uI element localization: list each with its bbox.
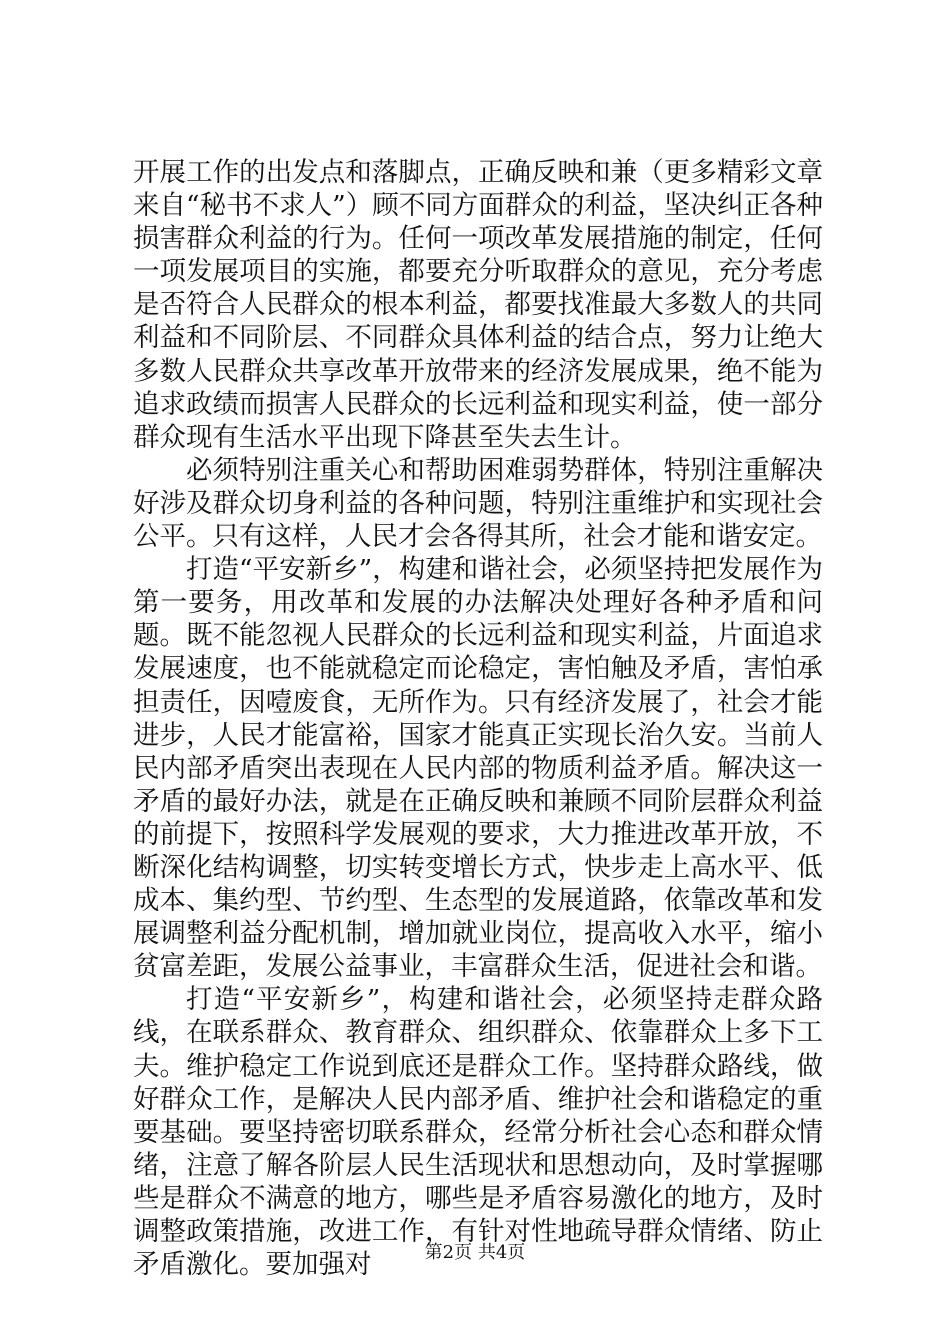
paragraph-2: 必须特别注重关心和帮助困难弱势群体，特别注重解决好涉及群众切身利益的各种问题，特别注重维护和实现社会公平。只有这样，人民才会各得其所，社会才能和谐安定。 — [133, 454, 823, 553]
paragraph-1: 开展工作的出发点和落脚点，正确反映和兼（更多精彩文章来自“秘书不求人”）顾不同方面群众的利益，坚决纠正各种损害群众利益的行为。任何一项改革发展措施的制定，任何一项发展项目的实施，都要充分听取群众的意见，充分考虑是否符合人民群众的根本利益，都要找准最大多数人的共同利益和不同阶层、不同群众具体利益的结合点，努力让绝大多数人民群众共享改革开放带来的经济发展成果，绝不能为追求政绩而损害人民群众的长远利益和现实利益，使一部分群众现有生活水平出现下降甚至失去生计。 — [133, 157, 823, 453]
document-body — [133, 156, 823, 1281]
paragraph-4: 打造“平安新乡”，构建和谐社会，必须坚持走群众路线，在联系群众、教育群众、组织群众、依靠群众上多下工夫。维护稳定工作说到底还是群众工作。坚持群众路线，做好群众工作，是解决人民内部矛盾、维护社会和谐稳定的重要基础。要坚持密切联系群众，经常分析社会心态和群众情绪，注意了解各阶层人民生活现状和思想动向，及时掌握哪些是群众不满意的地方，哪些是矛盾容易激化的地方，及时调整政策措施，改进工作，有针对性地疏导群众情绪、防止矛盾激化。要加强对 — [133, 984, 823, 1281]
paragraph-3: 打造“平安新乡”，构建和谐社会，必须坚持把发展作为第一要务，用改革和发展的办法解决处理好各种矛盾和问题。既不能忽视人民群众的长远利益和现实利益，片面追求发展速度，也不能就稳定而论稳定，害怕触及矛盾，害怕承担责任，因噎废食，无所作为。只有经济发展了，社会才能进步，人民才能富裕，国家才能真正实现长治久安。当前人民内部矛盾突出表现在人民内部的物质利益矛盾。解决这一矛盾的最好办法，就是在正确反映和兼顾不同阶层群众利益的前提下，按照科学发展观的要求，大力推进改革开放，不断深化结构调整，切实转变增长方式，快步走上高水平、低成本、集约型、节约型、生态型的发展道路，依靠改革和发展调整利益分配机制，增加就业岗位，提高收入水平，缩小贫富差距，发展公益事业，丰富群众生活，促进社会和谐。 — [133, 554, 823, 983]
page-number-footer: 第2页 共4页 — [424, 1242, 526, 1263]
